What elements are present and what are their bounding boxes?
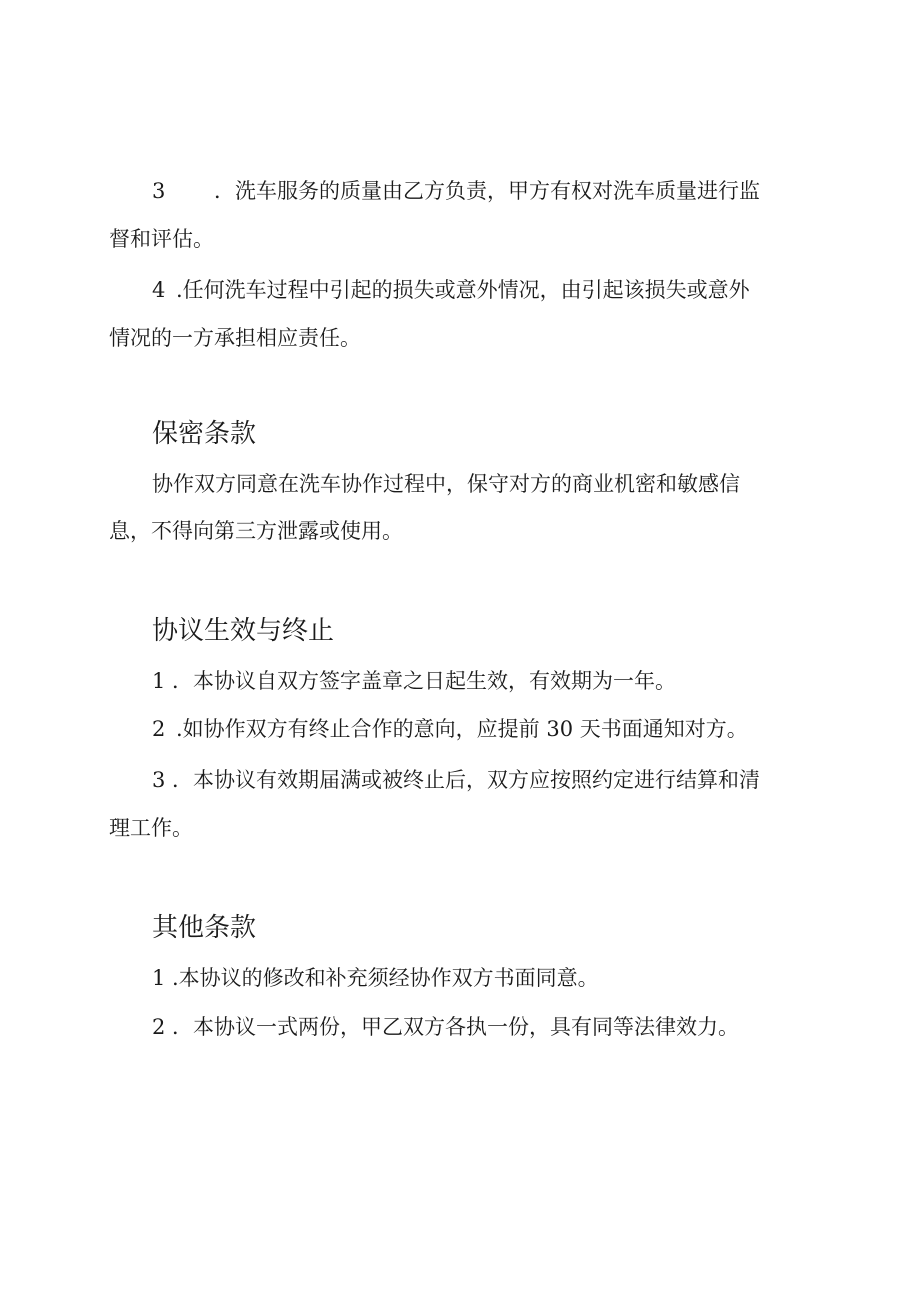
clause-text-line: 督和评估。 bbox=[109, 227, 214, 251]
clause-number: 2 bbox=[152, 717, 166, 741]
paragraph-line: 协作双方同意在洗车协作过程中，保守对方的商业机密和敏感信 bbox=[152, 472, 740, 496]
clause-text-line: .如协作双方有终止合作的意向，应提前 30 天书面通知对方。 bbox=[176, 717, 748, 741]
clause-text-line: ．本协议有效期届满或被终止后，双方应按照约定进行结算和清 bbox=[172, 768, 760, 792]
clause-text-line: 情况的一方承担相应责任。 bbox=[109, 326, 361, 350]
clause-number: 1 bbox=[152, 966, 166, 990]
clause-number: 3 bbox=[152, 179, 166, 203]
clause-number: 1 bbox=[152, 669, 166, 693]
clause-text-line: ．本协议一式两份，甲乙双方各执一份，具有同等法律效力。 bbox=[172, 1015, 739, 1039]
section-heading: 协议生效与终止 bbox=[152, 616, 335, 646]
section-heading: 保密条款 bbox=[152, 419, 257, 449]
paragraph-line: 息，不得向第三方泄露或使用。 bbox=[109, 519, 403, 543]
clause-text-line: ．本协议自双方签字盖章之日起生效，有效期为一年。 bbox=[172, 669, 676, 693]
section-heading: 其他条款 bbox=[152, 913, 257, 943]
clause-text-line: .任何洗车过程中引起的损失或意外情况，由引起该损失或意外 bbox=[176, 278, 750, 302]
clause-text-line: ．洗车服务的质量由乙方负责，甲方有权对洗车质量进行监 bbox=[214, 179, 760, 203]
clause-number: 3 bbox=[152, 768, 166, 792]
clause-number: 4 bbox=[152, 278, 166, 302]
clause-text-line: .本协议的修改和补充须经协作双方书面同意。 bbox=[172, 966, 599, 990]
clause-text-line: 理工作。 bbox=[109, 816, 193, 840]
clause-number: 2 bbox=[152, 1015, 166, 1039]
